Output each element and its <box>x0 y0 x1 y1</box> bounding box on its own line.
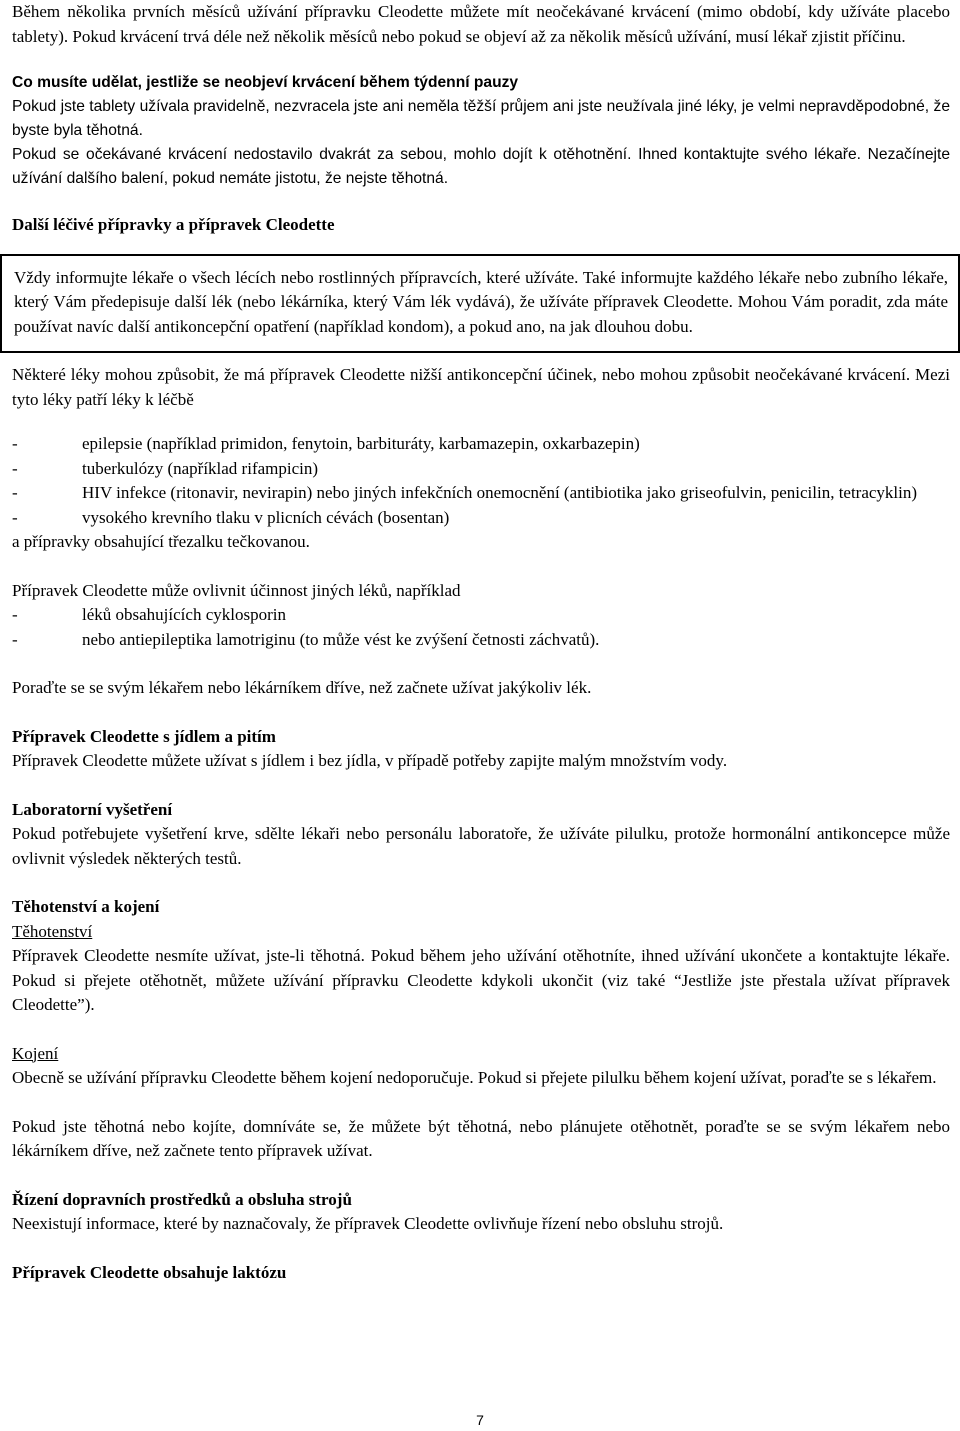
no-bleeding-heading: Co musíte udělat, jestliže se neobjeví krvácení během týdenní pauzy <box>12 74 519 91</box>
info-box <box>0 254 960 354</box>
other-drugs-paragraph-1: Některé léky mohou způsobit, že má přípravek Cleodette nižší antikoncepční účinek, nebo mohou způsobit neočekávané krvácení. Mezi tyto léky patří léky k léčbě <box>12 365 950 409</box>
list-item: - HIV infekce (ritonavir, nevirapin) nebo jiných infekčních onemocnění (antibiotika jako griseofulvin, penicilin, tetracyklin) <box>12 483 918 502</box>
list-item: - epilepsie (například primidon, fenytoin, barbituráty, karbamazepin, oxkarbazepin) <box>12 434 640 453</box>
list-item: - vysokého krevního tlaku v plicních cévách (bosentan) <box>12 507 450 527</box>
drug-class-list <box>12 432 950 530</box>
food-paragraph: Přípravek Cleodette můžete užívat s jídlem i bez jídla, v případě potřeby zapijte malým množstvím vody. <box>12 751 728 770</box>
info-box-text: Vždy informujte lékaře o všech lécích nebo rostlinných přípravcích, které užíváte. Také informujte každého lékaře nebo zubního lékaře, který Vám předepisuje další lék (nebo lékárníka, který Vám lék vydává), že užíváte přípravek Cleodette. Mohou Vám poradit, zda máte používat navíc další antikoncepční opatření (například kondom), a pokud ano, na jak dlouhou dobu. <box>14 267 948 336</box>
lab-paragraph: Pokud potřebujete vyšetření krve, sdělte lékaři nebo personálu laboratoře, že užíváte pilulku, protože hormonální antikoncepce může ovlivnit výsledek některých testů. <box>12 824 950 868</box>
food-heading: Přípravek Cleodette s jídlem a pitím <box>12 726 276 746</box>
document-page <box>12 0 950 1285</box>
list-item: - nebo antiepileptika lamotriginu (to může vést ke zvýšení četnosti záchvatů). <box>12 629 600 649</box>
pregnancy-subheading: Těhotenství <box>12 921 93 941</box>
pregnancy-heading: Těhotenství a kojení <box>12 897 160 916</box>
page-number: 7 <box>476 1412 484 1428</box>
other-drugs-paragraph-2: Přípravek Cleodette může ovlivnit účinnost jiných léků, například <box>12 580 461 600</box>
no-bleeding-paragraph-1: Pokud jste tablety užívala pravidelně, nezvracela jste ani neměla těžší průjem ani jste neužívala jiné léky, je velmi nepravděpodobné, že byste byla těhotná. <box>12 98 950 139</box>
intro-paragraph: Během několika prvních měsíců užívání přípravku Cleodette můžete mít neočekávané krvácení (mimo období, kdy užíváte placebo tablety). Pokud krvácení trvá déle než několik měsíců nebo pokud se objeví až za několik měsíců užívání, musí lékař zjistit příčinu. <box>12 2 950 46</box>
driving-paragraph: Neexistují informace, které by naznačovaly, že přípravek Cleodette ovlivňuje řízení nebo obsluhu strojů. <box>12 1214 724 1233</box>
pregnancy-advice-paragraph: Pokud jste těhotná nebo kojíte, domníváte se, že můžete být těhotná, nebo plánujete otěhotnět, poraďte se se svým lékařem nebo lékárníkem dříve, než začnete tento přípravek užívat. <box>12 1116 950 1160</box>
breastfeeding-subheading: Kojení <box>12 1043 59 1063</box>
lactose-heading: Přípravek Cleodette obsahuje laktózu <box>12 1262 287 1282</box>
list-item: - tuberkulózy (například rifampicin) <box>12 458 319 478</box>
lab-heading: Laboratorní vyšetření <box>12 799 173 819</box>
pregnancy-paragraph: Přípravek Cleodette nesmíte užívat, jste-li těhotná. Pokud během jeho užívání otěhotníte, ihned užívání ukončete a kontaktujte lékaře. Pokud si přejete otěhotnět, můžete užívání přípravku Cleodette kdykoli ukončit (viz také “Jestliže jste přestala užívat přípravek Cleodette”). <box>12 946 950 1014</box>
list-after-text: a přípravky obsahující třezalku tečkovanou. <box>12 532 310 551</box>
breastfeeding-paragraph: Obecně se užívání přípravku Cleodette během kojení nedoporučuje. Pokud si přejete pilulku během kojení užívat, poraďte se s lékařem. <box>12 1068 937 1087</box>
other-drugs-heading: Další léčivé přípravky a přípravek Cleodette <box>12 215 335 234</box>
no-bleeding-paragraph-2: Pokud se očekávané krvácení nedostavilo dvakrát za sebou, mohlo dojít k otěhotnění. Ihned kontaktujte svého lékaře. Nezačínejte užívání dalšího balení, pokud nemáte jistotu, že nejste těhotná. <box>12 146 950 187</box>
affected-drugs-list <box>12 603 950 652</box>
driving-heading: Řízení dopravních prostředků a obsluha strojů <box>12 1189 352 1209</box>
other-drugs-paragraph-3: Poraďte se se svým lékařem nebo lékárníkem dříve, než začnete užívat jakýkoliv lék. <box>12 678 592 697</box>
list-item: - léků obsahujících cyklosporin <box>12 605 286 624</box>
